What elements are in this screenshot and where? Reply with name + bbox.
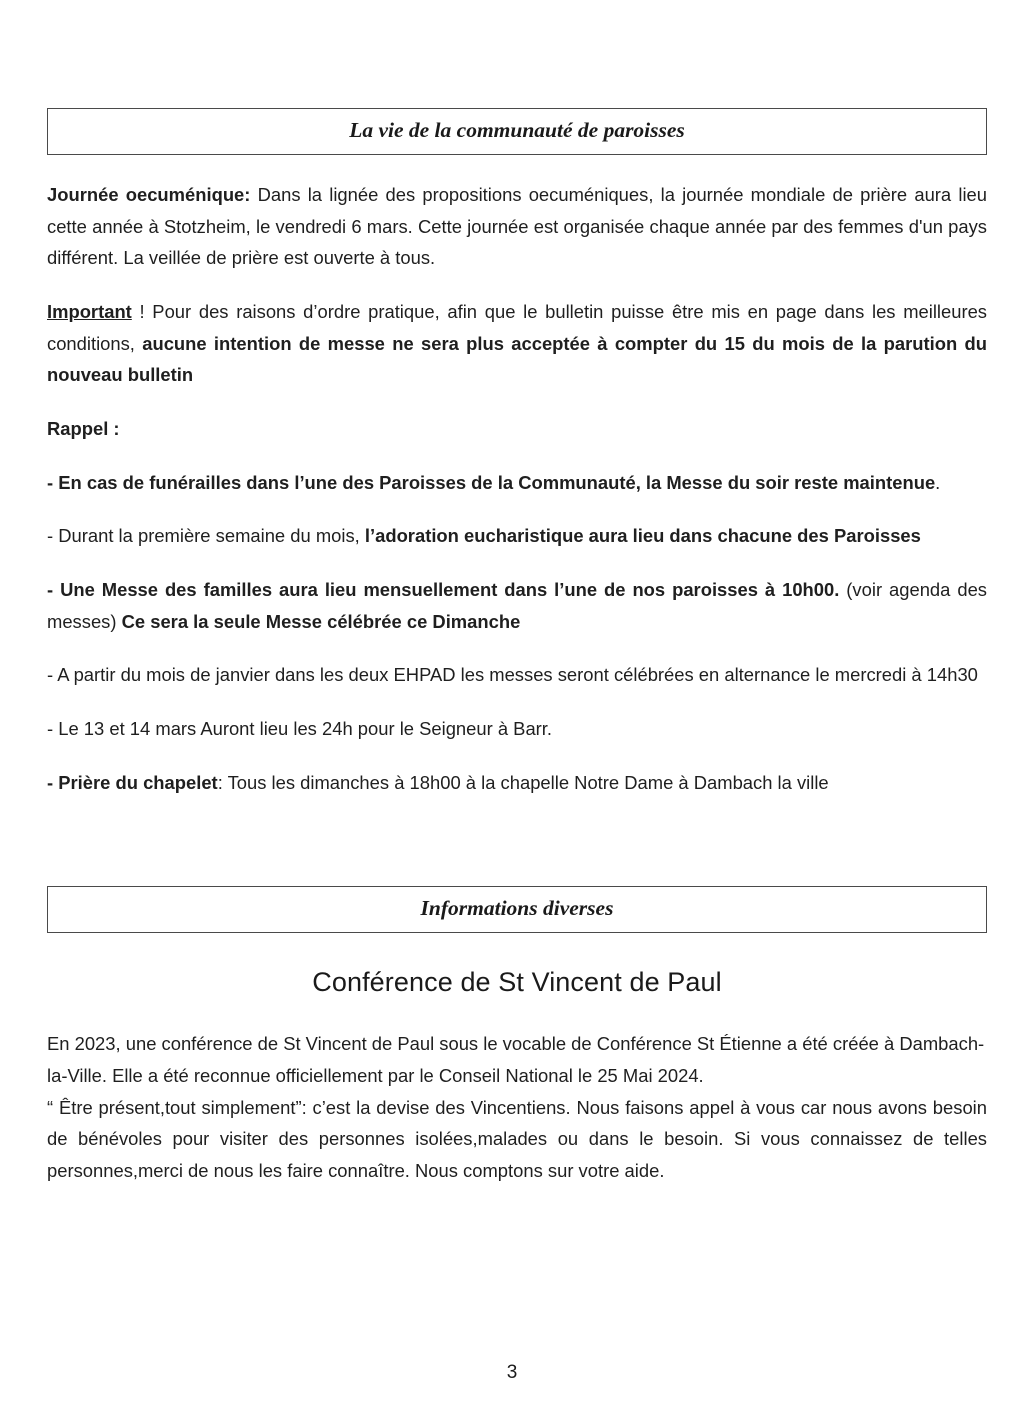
rappel-item-messe-familles-bold-1: - Une Messe des familles aura lieu mensuellement dans l’une de nos paroisses à 10h00. — [47, 578, 840, 600]
conference-intro-block — [47, 1028, 987, 1091]
rappel-item-messe-familles-plain: (voir agenda des messes) — [47, 578, 987, 632]
text-important-intro: ! Pour des raisons d’ordre pratique, afin que le bulletin puisse être mis en page dans les meilleures conditions, — [47, 300, 987, 354]
rappel-item-chapelet — [47, 767, 987, 799]
rappel-item-adoration — [47, 520, 987, 552]
conference-paragraph-2: “ Être présent,tout simplement”: c’est la devise des Vincentiens. Nous faisons appel à vous car nous avons besoin de bénévoles pour visiter des personnes isolées,malades ou dans le besoin. Si vous connaissez de telles personnes,merci de nous les faire connaître. Nous comptons sur votre aide. — [47, 1096, 987, 1181]
rappel-item-adoration-bold: l’adoration eucharistique aura lieu dans chacune des Paroisses — [364, 525, 921, 547]
paragraph-important — [47, 296, 987, 391]
rappel-item-funerailles-bold: - En cas de funérailles dans l’une des Paroisses de la Communauté, la Messe du soir reste maintenue — [47, 471, 936, 493]
rappel-item-funerailles-tail: . — [935, 471, 941, 493]
banner-gap — [47, 155, 987, 179]
paragraph-journee-oecumenique — [47, 179, 987, 274]
heading-gap — [47, 998, 987, 1028]
page-content — [47, 0, 987, 1186]
heading-conference: Conférence de St Vincent de Paul — [312, 967, 722, 998]
rappel-item-adoration-plain: - Durant la première semaine du mois, — [47, 525, 365, 547]
top-spacer — [47, 0, 987, 108]
page-number: 3 — [506, 1362, 518, 1383]
rappel-item-messe-familles-bold-2: Ce sera la seule Messe célébrée ce Dimanche — [121, 610, 521, 632]
section-gap — [47, 818, 987, 886]
rappel-item-ehpad: - A partir du mois de janvier dans les deux EHPAD les messes seront célébrées en alternance le mercredi à 14h30 — [47, 664, 978, 686]
rappel-item-messe-familles — [47, 574, 987, 637]
banner-gap-2 — [47, 933, 987, 967]
section-banner-informations-diverses: Informations diverses — [47, 886, 987, 933]
section-banner-parish-life: La vie de la communauté de paroisses — [47, 108, 987, 155]
text-journee-oecumenique: Dans la lignée des propositions oecuméniques, la journée mondiale de prière aura lieu cette année à Stotzheim, le vendredi 6 mars. Cette journée est organisée chaque année par des femmes d'un pays différent. La veillée de prière est ouverte à tous. — [47, 184, 987, 269]
rappel-item-24h: - Le 13 et 14 mars Auront lieu les 24h pour le Seigneur à Barr. — [47, 717, 553, 739]
conference-paragraph-1: En 2023, une conférence de St Vincent de Paul sous le vocable de Conférence St Étienne a été créée à Dambach-la-Ville. Elle a été reconnue officiellement par le Conseil National le 25 Mai 2024. — [47, 1033, 985, 1086]
rappel-item-chapelet-plain: : Tous les dimanches à 18h00 à la chapelle Notre Dame à Dambach la ville — [217, 771, 829, 793]
label-journee-oecumenique: Journée oecuménique: — [47, 184, 251, 205]
label-rappel — [47, 413, 987, 445]
rappel-heading: Rappel : — [47, 417, 120, 439]
rappel-item-chapelet-bold: - Prière du chapelet — [47, 771, 218, 793]
label-important: Important — [47, 300, 132, 322]
text-important-emphasis: aucune intention de messe ne sera plus acceptée à compter du 15 du mois de la parution du nouveau bulletin — [47, 332, 987, 386]
rappel-item-funerailles — [47, 467, 987, 499]
